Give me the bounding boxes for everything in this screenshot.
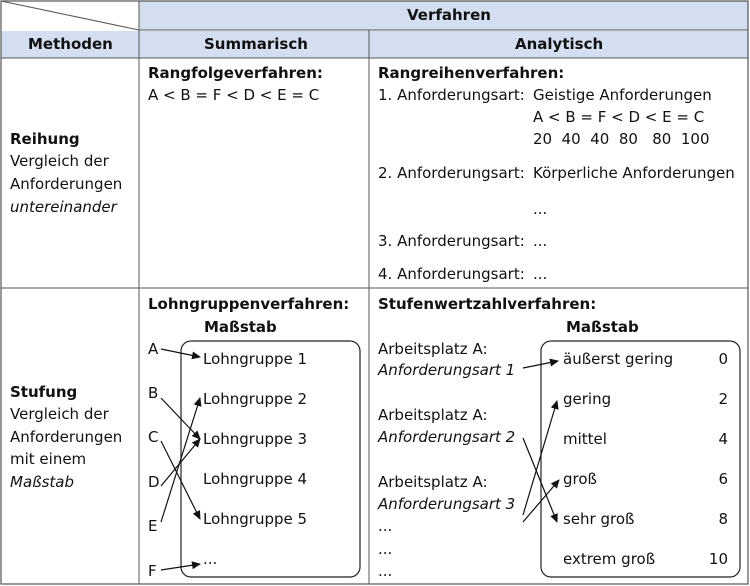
job-letter: B: [148, 384, 159, 402]
reihung-desc-2: Anforderungen: [10, 175, 123, 193]
rangreihen-row-2-label: 2. Anforderungsart:: [378, 164, 525, 182]
rangreihen-row-1-order: A < B = F < D < E = C: [533, 108, 705, 126]
stufung-desc-4: Maßstab: [10, 473, 74, 491]
rangreihen-row-2-ellipsis: ...: [533, 200, 548, 218]
lohngruppe-item: Lohngruppe 1: [203, 350, 308, 368]
workplace-ellipsis: ...: [378, 562, 393, 580]
stufung-desc-3: mit einem: [10, 450, 87, 468]
corner-diagonal: [1, 1, 139, 30]
rangreihen-row-3-label: 3. Anforderungsart:: [378, 232, 525, 250]
workplace-requirement: Anforderungsart 2: [378, 428, 516, 446]
level-name: gering: [563, 390, 612, 408]
job-letter: E: [148, 517, 158, 535]
rangreihen-row-2-value: Körperliche Anforderungen: [533, 164, 735, 182]
arrow-art2-to-level5: [523, 438, 557, 522]
level-value: 4: [718, 430, 728, 448]
stufenwertzahl-scale-title: Maßstab: [566, 318, 639, 336]
level-value: 8: [718, 510, 728, 528]
workplace-ellipsis: ...: [378, 517, 393, 535]
header-methoden: Methoden: [28, 35, 113, 53]
job-letter: A: [148, 340, 159, 358]
stufen-scale-box: [541, 341, 740, 577]
level-name: mittel: [563, 430, 607, 448]
job-letter: C: [148, 428, 159, 446]
stufung-desc-1: Vergleich der: [10, 405, 109, 423]
header-summarisch: Summarisch: [204, 35, 308, 53]
reihung-desc-3: untereinander: [10, 198, 117, 216]
header-verfahren: Verfahren: [407, 6, 491, 24]
level-name: groß: [563, 470, 597, 488]
workplace-ellipsis: ...: [378, 540, 393, 558]
rangreihen-row-1-scores: 20 40 40 80 80 100: [533, 130, 710, 148]
rangreihen-row-1-value: Geistige Anforderungen: [533, 86, 712, 104]
level-name: extrem groß: [563, 550, 656, 568]
rangreihen-title: Rangreihenverfahren:: [378, 64, 565, 82]
lohngruppe-item: Lohngruppe 5: [203, 510, 308, 528]
job-letter: F: [148, 562, 157, 580]
rangreihen-row-4-label: 4. Anforderungsart:: [378, 265, 525, 283]
level-name: sehr groß: [563, 510, 635, 528]
rangreihen-row-4-value: ...: [533, 265, 548, 283]
workplace-requirement: Anforderungsart 3: [378, 495, 516, 513]
job-letter: D: [148, 473, 160, 491]
level-value: 6: [718, 470, 728, 488]
lohngruppen-scale-title: Maßstab: [204, 318, 277, 336]
stufung-title: Stufung: [10, 383, 78, 401]
level-name: äußerst gering: [563, 350, 674, 368]
rangreihen-row-1-label: 1. Anforderungsart:: [378, 86, 525, 104]
lohngruppe-item: ...: [203, 550, 218, 568]
header-analytisch: Analytisch: [515, 35, 604, 53]
level-value: 10: [708, 550, 728, 568]
lohngruppe-item: Lohngruppe 4: [203, 470, 308, 488]
rangfolge-title: Rangfolgeverfahren:: [148, 64, 323, 82]
reihung-title: Reihung: [10, 130, 80, 148]
workplace-label: Arbeitsplatz A:: [378, 473, 488, 491]
workplace-label: Arbeitsplatz A:: [378, 406, 488, 424]
level-value: 0: [718, 350, 728, 368]
lohngruppe-item: Lohngruppe 3: [203, 430, 308, 448]
reihung-desc-1: Vergleich der: [10, 152, 109, 170]
workplace-label: Arbeitsplatz A:: [378, 340, 488, 358]
stufenwertzahl-title: Stufenwertzahlverfahren:: [378, 295, 597, 313]
rangreihen-row-3-value: ...: [533, 232, 548, 250]
lohngruppen-scale-box: [181, 341, 360, 577]
workplace-requirement: Anforderungsart 1: [378, 361, 516, 379]
level-value: 2: [718, 390, 728, 408]
rangfolge-order: A < B = F < D < E = C: [148, 86, 320, 104]
lohngruppen-title: Lohngruppenverfahren:: [148, 295, 350, 313]
stufung-desc-2: Anforderungen: [10, 428, 123, 446]
lohngruppe-item: Lohngruppe 2: [203, 390, 308, 408]
arrow-art3-to-level2: [523, 401, 557, 515]
